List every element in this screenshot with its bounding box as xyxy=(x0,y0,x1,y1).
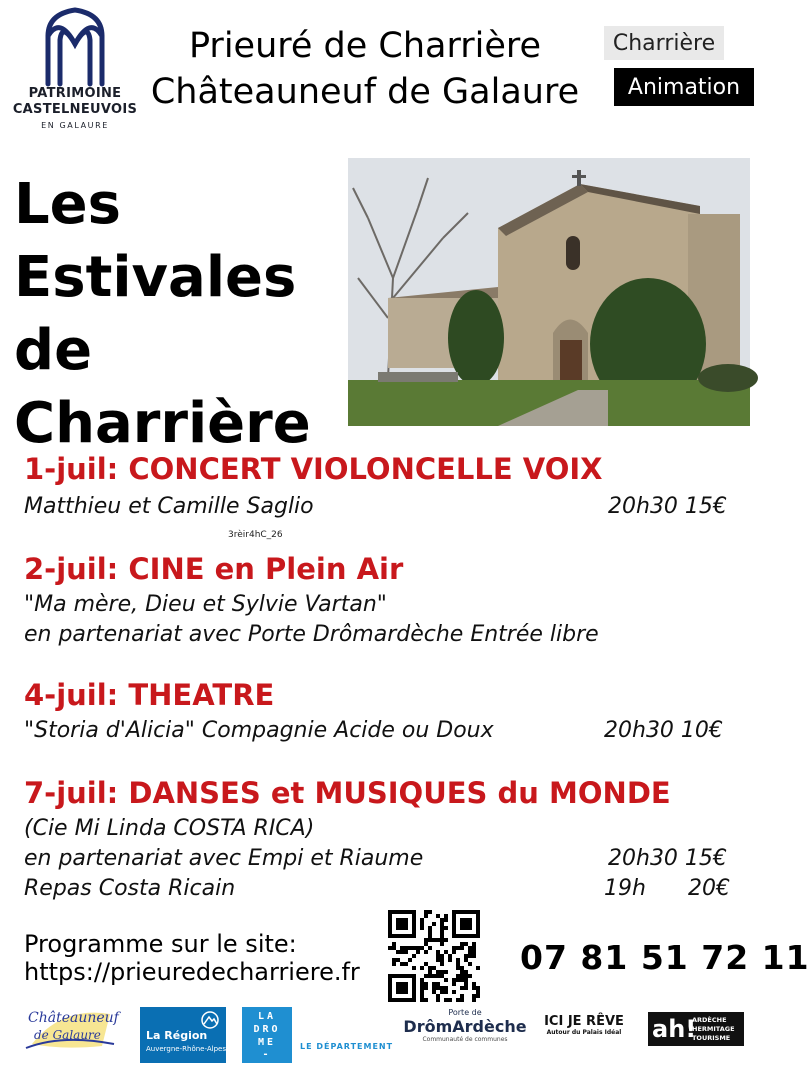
poster-title-line: Estivales xyxy=(14,245,297,310)
animation-logo-bottom: Animation xyxy=(614,68,754,106)
program-label: Programme sur le site: xyxy=(24,930,297,958)
event-detail: "Storia d'Alicia" Compagnie Acide ou Doux xyxy=(24,718,494,743)
porte-sub: Communauté de communes xyxy=(422,1036,508,1043)
poster-title-line: Charrière xyxy=(14,391,311,456)
program-url[interactable]: https://prieuredecharriere.fr xyxy=(24,958,360,986)
poster-title-line: Les xyxy=(14,172,121,237)
event-detail: (Cie Mi Linda COSTA RICA) xyxy=(24,816,315,841)
event-time: 19h xyxy=(604,876,646,901)
region-logo xyxy=(140,1007,226,1063)
ah-mark: ah! xyxy=(652,1015,697,1043)
patrimoine-logo xyxy=(10,6,140,142)
event-detail: Repas Costa Ricain xyxy=(24,876,236,901)
ah-line: HERMITAGE xyxy=(692,1025,735,1033)
region-mountain-icon xyxy=(200,1011,220,1029)
porte-top: Porte de xyxy=(448,1008,482,1017)
ardeche-hermitage-logo xyxy=(648,1012,744,1046)
poster-title-line: de xyxy=(14,318,93,383)
watermark-code: 3rèir4hC_26 xyxy=(228,530,283,540)
logo-line-patrimoine: PATRIMOINE xyxy=(28,86,122,101)
event-time-price: 20h30 15€ xyxy=(608,846,727,871)
logo-line-castelneuvois: CASTELNEUVOIS xyxy=(12,102,138,117)
chateauneuf-line2: de Galaure xyxy=(34,1028,101,1042)
drome-row: DRO xyxy=(253,1024,281,1035)
animation-logo-top: Charrière xyxy=(604,26,724,60)
chateauneuf-logo xyxy=(22,1004,117,1054)
drome-row: LA xyxy=(257,1011,277,1022)
header-title-line2: Châteauneuf de Galaure xyxy=(150,72,580,112)
chateauneuf-line1: Châteauneuf xyxy=(28,1010,119,1026)
priory-photo xyxy=(348,158,750,426)
event-detail: "Ma mère, Dieu et Sylvie Vartan" xyxy=(24,592,387,617)
event-time-price: 20h30 10€ xyxy=(604,718,723,743)
logo-line-en-galaure: EN GALAURE xyxy=(41,121,109,130)
event-title: 4-juil: THEATRE xyxy=(24,678,275,712)
drome-row: - xyxy=(262,1049,272,1060)
event-title: 1-juil: CONCERT VIOLONCELLE VOIX xyxy=(24,452,603,486)
ah-line: ARDÈCHE xyxy=(692,1016,727,1024)
drome-row: ME xyxy=(257,1037,277,1048)
region-name: La Région xyxy=(146,1029,208,1042)
phone-number[interactable]: 07 81 51 72 11 xyxy=(520,938,810,977)
event-detail: en partenariat avec Porte Drômardèche Entrée libre xyxy=(24,622,599,647)
ici-sub: Autour du Palais Idéal xyxy=(546,1029,622,1036)
qr-code[interactable] xyxy=(388,910,480,1002)
event-price: 20€ xyxy=(688,876,730,901)
drome-department: LE DÉPARTEMENT xyxy=(300,1042,394,1051)
poster-title xyxy=(14,168,344,460)
event-time-price: 20h30 15€ xyxy=(608,494,727,519)
event-detail: Matthieu et Camille Saglio xyxy=(24,494,314,519)
ici-je-reve-logo xyxy=(538,1014,630,1054)
porte-name: DrômArdèche xyxy=(403,1017,527,1036)
region-sub: Auvergne-Rhône-Alpes xyxy=(146,1045,226,1053)
event-detail: en partenariat avec Empi et Riaume xyxy=(24,846,424,871)
arch-logo-icon xyxy=(40,6,110,86)
drome-logo xyxy=(242,1007,292,1063)
event-title: 2-juil: CINE en Plein Air xyxy=(24,552,404,586)
porte-dromardeche-logo xyxy=(400,1008,530,1058)
header-title-line1: Prieuré de Charrière xyxy=(188,26,542,66)
event-title: 7-juil: DANSES et MUSIQUES du MONDE xyxy=(24,776,671,810)
ah-line: TOURISME xyxy=(692,1034,731,1042)
ici-name: ICI JE RÊVE xyxy=(544,1014,624,1029)
